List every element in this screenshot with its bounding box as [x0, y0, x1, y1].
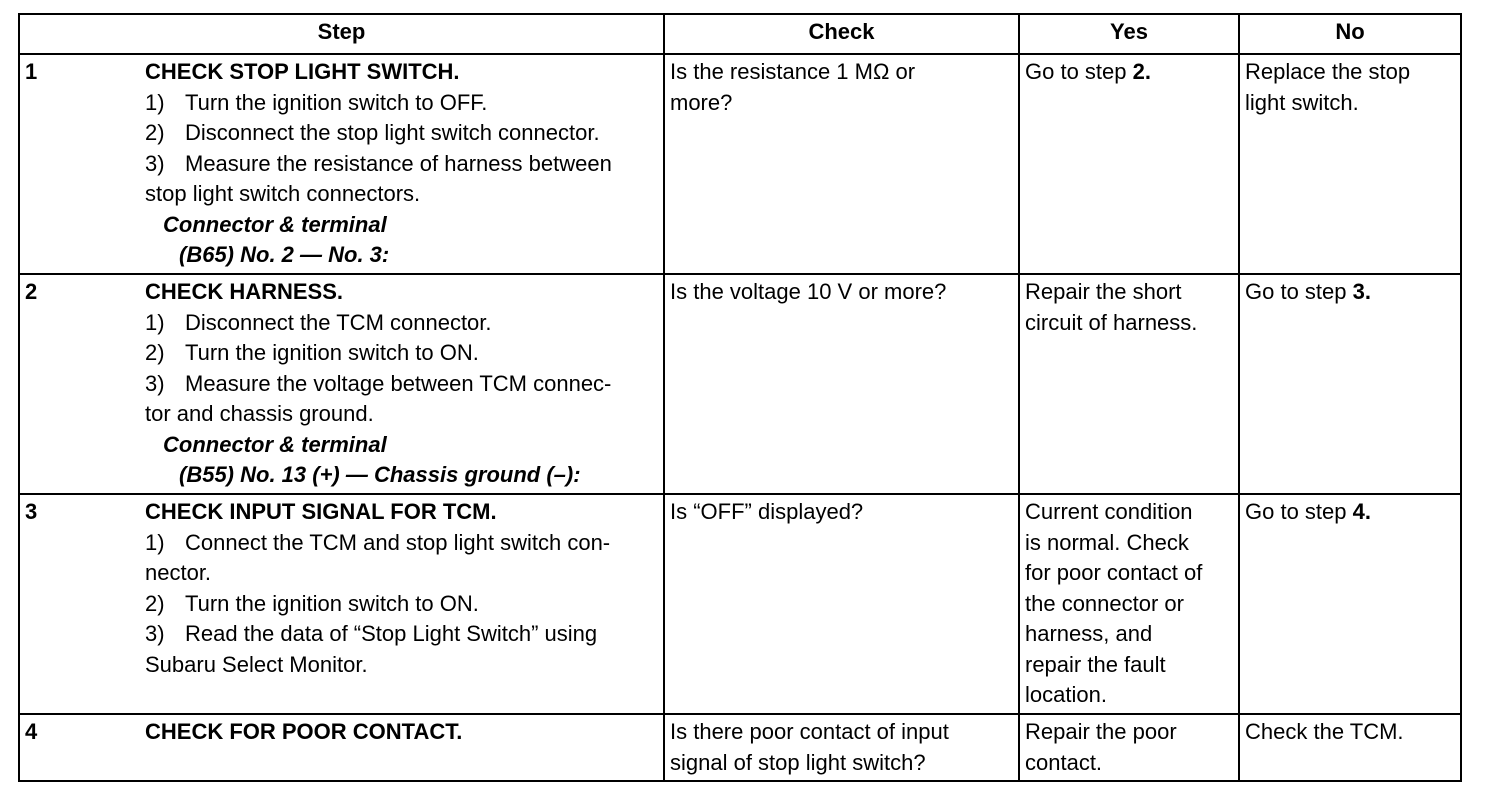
- no-text: Check the TCM.: [1245, 719, 1404, 744]
- substep-number: 3): [145, 370, 165, 396]
- step-cell: [19, 54, 664, 274]
- yes-text: repair the fault: [1025, 651, 1166, 677]
- substep-number: 2): [145, 120, 165, 145]
- no-cell: [1239, 274, 1461, 494]
- yes-text: Current condition: [1025, 499, 1193, 524]
- yes-text: harness, and: [1025, 621, 1153, 646]
- yes-header: Yes: [1019, 14, 1239, 54]
- step-title: CHECK STOP LIGHT SWITCH.: [145, 59, 460, 84]
- step-number: 3: [25, 499, 38, 524]
- step-header: Step: [19, 14, 664, 54]
- yes-cell: [1019, 714, 1239, 781]
- yes-text: is normal. Check: [1025, 529, 1189, 555]
- table-row: [19, 714, 1461, 781]
- check-text: Is “OFF” displayed?: [670, 499, 864, 524]
- substep-text: Disconnect the stop light switch connector.: [185, 120, 600, 145]
- connector-label: Connector & terminal: [163, 431, 387, 457]
- header-row: [19, 14, 1461, 54]
- no-text: Go to step: [1245, 499, 1353, 524]
- step-cell: [19, 494, 664, 714]
- substep-number: 3): [145, 150, 165, 176]
- procedure-table: [18, 13, 1462, 782]
- no-text: Replace the stop: [1245, 59, 1411, 84]
- substep-number: 3): [145, 621, 165, 646]
- step-title: CHECK INPUT SIGNAL FOR TCM.: [145, 499, 497, 524]
- table-row: [19, 494, 1461, 714]
- step-ref: 4.: [1352, 499, 1371, 524]
- check-cell: [664, 274, 1019, 494]
- substep-number: 2): [145, 590, 165, 616]
- yes-text: Repair the short: [1025, 279, 1182, 304]
- substep: [145, 88, 659, 119]
- check-cell: [664, 714, 1019, 781]
- check-text: Is the voltage 10 V or more?: [670, 279, 947, 304]
- check-cell: [664, 494, 1019, 714]
- yes-cell: [1019, 54, 1239, 274]
- yes-cell: [1019, 274, 1239, 494]
- step-number: 4: [25, 719, 38, 744]
- check-cell: [664, 54, 1019, 274]
- substep-number: 2): [145, 340, 165, 365]
- substep: [145, 118, 659, 149]
- step-title: CHECK FOR POOR CONTACT.: [145, 719, 463, 744]
- substep-continuation: nector.: [145, 560, 212, 585]
- step-cell: [19, 274, 664, 494]
- substep-number: 1): [145, 89, 165, 115]
- no-header: No: [1239, 14, 1461, 54]
- substep-continuation: tor and chassis ground.: [145, 401, 374, 426]
- step-number: 1: [25, 59, 38, 84]
- connector-label: Connector & terminal: [163, 211, 387, 237]
- step-title: CHECK HARNESS.: [145, 279, 344, 304]
- yes-text: the connector or: [1025, 590, 1184, 616]
- substep-text: Disconnect the TCM connector.: [185, 309, 492, 335]
- substep: [145, 149, 659, 180]
- table-row: [19, 274, 1461, 494]
- substep-number: 1): [145, 529, 165, 555]
- check-header: Check: [664, 14, 1019, 54]
- step-ref: 2.: [1132, 59, 1151, 84]
- connector-value: (B65) No. 2 — No. 3:: [179, 242, 390, 267]
- yes-text: contact.: [1025, 749, 1103, 775]
- substep-text: Measure the resistance of harness between: [185, 150, 612, 176]
- substep-continuation: stop light switch connectors.: [145, 181, 421, 206]
- substep: [145, 338, 659, 369]
- no-cell: [1239, 494, 1461, 714]
- connector-value: (B55) No. 13 (+) — Chassis ground (–):: [179, 462, 581, 487]
- check-text: more?: [670, 89, 733, 115]
- yes-cell: [1019, 494, 1239, 714]
- substep-text: Turn the ignition switch to ON.: [185, 340, 479, 365]
- step-cell: [19, 714, 664, 781]
- step-number: 2: [25, 279, 38, 304]
- substep-text: Connect the TCM and stop light switch con-: [185, 529, 611, 555]
- check-text: signal of stop light switch?: [670, 749, 926, 775]
- no-cell: [1239, 54, 1461, 274]
- substep-number: 1): [145, 309, 165, 335]
- yes-text: circuit of harness.: [1025, 309, 1198, 335]
- table-row: [19, 54, 1461, 274]
- check-text: Is the resistance 1 MΩ or: [670, 59, 916, 84]
- yes-text: for poor contact of: [1025, 560, 1203, 585]
- no-text: light switch.: [1245, 89, 1359, 115]
- substep: [145, 589, 659, 620]
- substep-continuation: Subaru Select Monitor.: [145, 651, 368, 677]
- yes-text: Go to step: [1025, 59, 1133, 84]
- no-text: Go to step: [1245, 279, 1353, 304]
- substep-text: Turn the ignition switch to ON.: [185, 590, 479, 616]
- substep: [145, 528, 659, 559]
- substep: [145, 369, 659, 400]
- substep: [145, 619, 659, 650]
- substep: [145, 308, 659, 339]
- yes-text: location.: [1025, 682, 1107, 707]
- no-cell: [1239, 714, 1461, 781]
- yes-text: Repair the poor: [1025, 719, 1177, 744]
- step-ref: 3.: [1352, 279, 1371, 304]
- check-text: Is there poor contact of input: [670, 719, 949, 744]
- substep-text: Turn the ignition switch to OFF.: [185, 89, 488, 115]
- substep-text: Measure the voltage between TCM connec-: [185, 370, 612, 396]
- substep-text: Read the data of “Stop Light Switch” using: [185, 621, 598, 646]
